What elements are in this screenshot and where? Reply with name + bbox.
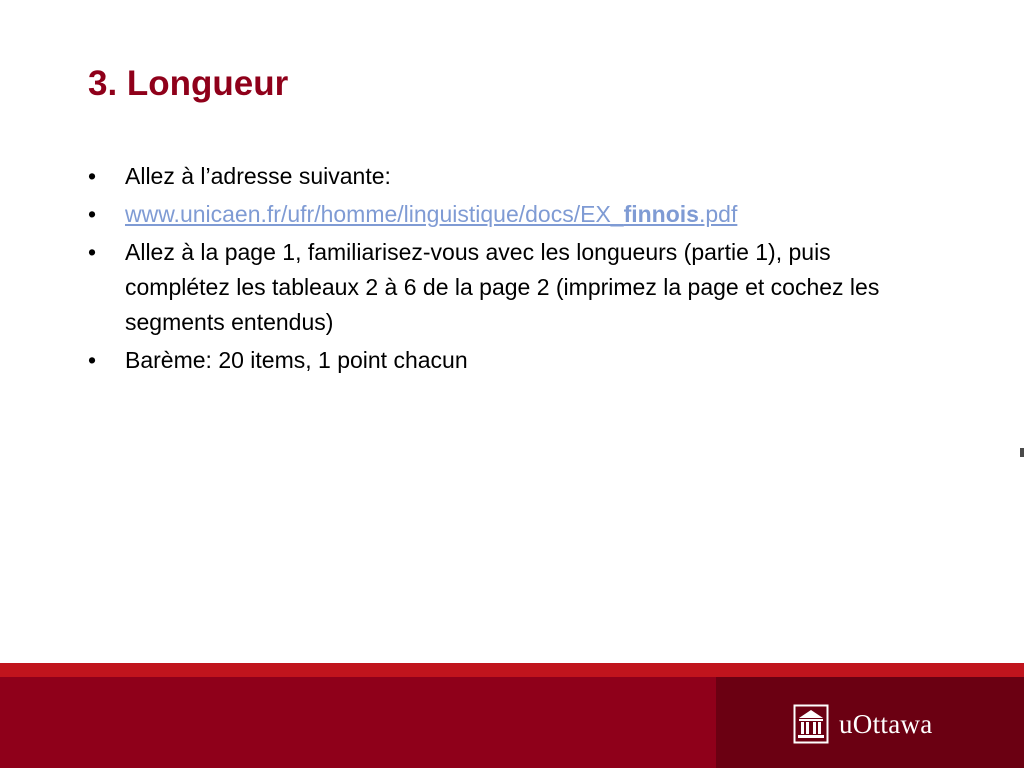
uottawa-logo — [793, 704, 933, 744]
link-bold: finnois — [623, 201, 699, 227]
bullet-marker: • — [88, 347, 97, 373]
bullet-item-grading — [88, 343, 928, 378]
university-building-icon — [793, 704, 829, 744]
slide-title: 3. Longueur — [88, 64, 289, 103]
bullet-marker: • — [88, 201, 97, 227]
logo-text: uOttawa — [839, 708, 933, 739]
bullet-text: Barème: 20 items, 1 point chacun — [125, 347, 468, 373]
bullet-item-link — [88, 197, 928, 232]
bullet-item-task — [88, 235, 928, 340]
link-suffix: .pdf — [698, 201, 738, 227]
bullet-text: Allez à l’adresse suivante: — [125, 163, 391, 189]
bullet-text: Allez à la page 1, familiarisez-vous avec les longueurs (partie 1), puis complétez les tableaux 2 à 6 de la page 2 (imprimez la page et cochez les segments entendus) — [125, 239, 880, 335]
footer-stripe — [0, 663, 1024, 677]
link-prefix: www.unicaen.fr/ufr/homme/linguistique/docs/EX_ — [125, 201, 624, 227]
bullet-marker: • — [88, 239, 97, 265]
bullet-marker: • — [88, 163, 97, 189]
document-link[interactable] — [125, 201, 737, 227]
bullet-list — [88, 159, 928, 381]
bullet-item-instruction — [88, 159, 928, 194]
edge-mark — [1020, 448, 1024, 457]
